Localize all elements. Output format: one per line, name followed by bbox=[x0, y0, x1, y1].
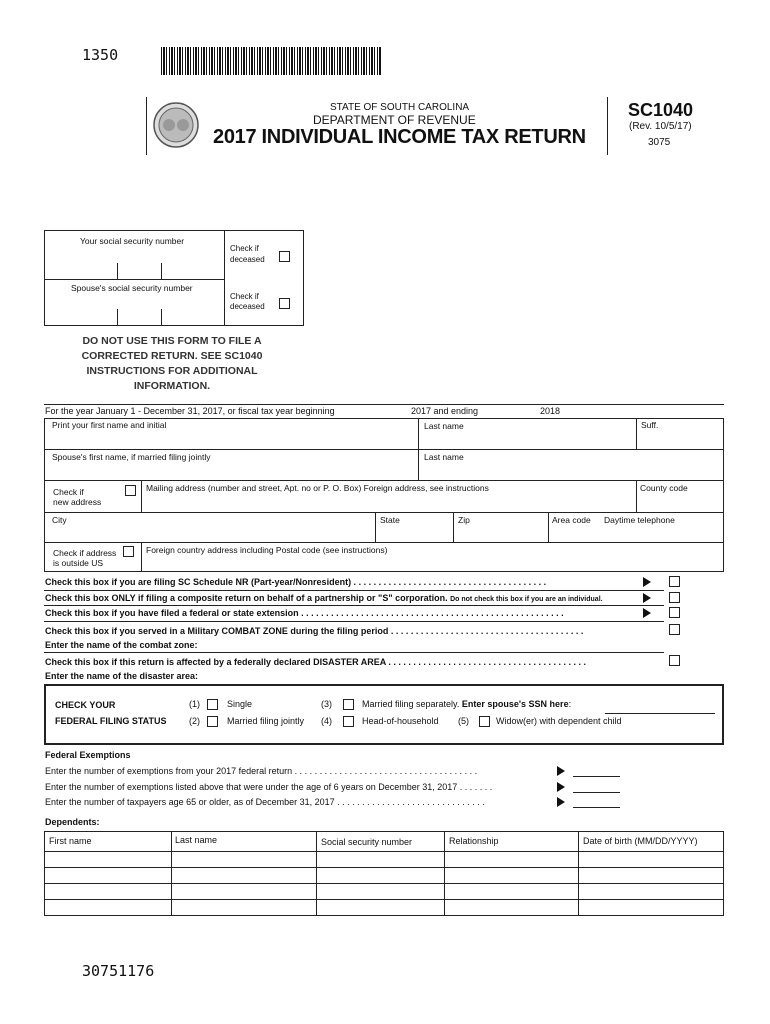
exemptions-input-2[interactable] bbox=[573, 792, 620, 793]
header-divider-left bbox=[146, 97, 147, 155]
dependents-col-last-name: Last name bbox=[175, 835, 218, 845]
city-field[interactable]: City bbox=[52, 515, 67, 525]
arrow-icon bbox=[557, 766, 565, 776]
arrow-icon bbox=[557, 782, 565, 792]
warning-notice: DO NOT USE THIS FORM TO FILE A CORRECTED RETURN. SEE SC1040 INSTRUCTIONS FOR ADDITIONAL INFORMATION. bbox=[81, 335, 263, 392]
tax-year-text: For the year January 1 - December 31, 2017, or fiscal tax year beginning bbox=[45, 406, 335, 416]
spouse-last-name-field[interactable]: Last name bbox=[424, 452, 464, 462]
form-id: SC1040 bbox=[628, 100, 694, 120]
schedule-nr-checkbox[interactable] bbox=[669, 576, 680, 587]
first-name-field[interactable]: Print your first name and initial bbox=[52, 420, 167, 430]
suffix-field[interactable]: Suff. bbox=[641, 420, 659, 430]
composite-checkbox[interactable] bbox=[669, 592, 680, 603]
exemptions-line-1: Enter the number of exemptions from your 2017 federal return . . . . . . . . . . . . . . . . . . . . . . . . . . . . . . . . . . . . . bbox=[45, 766, 478, 776]
foreign-address-field[interactable]: Foreign country address including Postal code (see instructions) bbox=[146, 545, 388, 555]
combat-zone-name-label: Enter the name of the combat zone: bbox=[45, 640, 198, 650]
combat-zone-checkbox[interactable] bbox=[669, 624, 680, 635]
dependents-col-ssn: Social security number bbox=[321, 837, 413, 847]
married-separately-label: Married filing separately. Enter spouse's SSN here: bbox=[362, 699, 572, 709]
extension-checkbox[interactable] bbox=[669, 607, 680, 618]
composite-text: Check this box ONLY if filing a composite return on behalf of a partnership or "S" corporation. Do not check this box if you are an individual. bbox=[45, 593, 603, 603]
page-title: 2017 INDIVIDUAL INCOME TAX RETURN bbox=[213, 126, 586, 148]
county-code-field[interactable]: County code bbox=[640, 483, 688, 493]
filing-status-box bbox=[44, 684, 724, 745]
last-name-field[interactable]: Last name bbox=[424, 421, 464, 431]
zip-field[interactable]: Zip bbox=[458, 515, 470, 525]
disaster-text: Check this box if this return is affected by a federally declared DISASTER AREA . . . . . . . . . . . . . . . . . . . . . . . . . . . . . . . . . . . . . . . . bbox=[45, 657, 586, 667]
exemptions-input-1[interactable] bbox=[573, 776, 620, 777]
combat-zone-text: Check this box if you served in a Military COMBAT ZONE during the filing period . . . . . . . . . . . . . . . . . . . . . . . . . . . . . . . . . . . . . . . bbox=[45, 626, 584, 636]
form-number: 3075 bbox=[648, 137, 671, 148]
schedule-nr-text: Check this box if you are filing SC Schedule NR (Part-year/Nonresident) . . . . . . . . . . . . . . . . . . . . . . . . . . . . . . . . . . . . . . . bbox=[45, 577, 547, 587]
widow-checkbox[interactable] bbox=[479, 716, 490, 727]
header-divider-right bbox=[607, 97, 608, 155]
arrow-icon bbox=[643, 577, 651, 587]
barcode bbox=[161, 47, 381, 75]
spouse-ssn-label: Spouse's social security number bbox=[71, 283, 193, 293]
dependents-col-dob: Date of birth (MM/DD/YYYY) bbox=[583, 836, 698, 846]
header-state: STATE OF SOUTH CAROLINA bbox=[330, 102, 470, 113]
dependents-col-relationship: Relationship bbox=[449, 836, 499, 846]
arrow-icon bbox=[557, 797, 565, 807]
phone-field[interactable]: Daytime telephone bbox=[604, 515, 675, 525]
new-address-checkbox[interactable] bbox=[125, 485, 136, 496]
state-seal-icon bbox=[152, 101, 200, 149]
spouse-ssn-line[interactable] bbox=[605, 713, 715, 714]
dependents-col-first-name: First name bbox=[49, 836, 92, 846]
head-of-household-checkbox[interactable] bbox=[343, 716, 354, 727]
outside-us-checkbox[interactable] bbox=[123, 546, 134, 557]
exemptions-line-2: Enter the number of exemptions listed above that were under the age of 6 years on December 31, 2017 . . . . . . . bbox=[45, 782, 493, 792]
exemptions-input-3[interactable] bbox=[573, 807, 620, 808]
area-code-field[interactable]: Area code bbox=[552, 515, 591, 525]
filing-status-label: CHECK YOUR bbox=[55, 700, 116, 710]
disaster-name-label: Enter the name of the disaster area: bbox=[45, 671, 199, 681]
mailing-address-field[interactable]: Mailing address (number and street, Apt. no or P. O. Box) Foreign address, see instructions bbox=[146, 483, 489, 493]
arrow-icon bbox=[643, 608, 651, 618]
your-ssn-label: Your social security number bbox=[80, 236, 185, 246]
form-top-code: 1350 bbox=[82, 46, 119, 64]
header-department: DEPARTMENT OF REVENUE bbox=[313, 113, 476, 127]
exemptions-heading: Federal Exemptions bbox=[45, 750, 131, 760]
deceased-checkbox[interactable] bbox=[279, 251, 290, 262]
married-jointly-checkbox[interactable] bbox=[207, 716, 218, 727]
form-bottom-code: 30751176 bbox=[82, 962, 155, 980]
spouse-deceased-checkbox[interactable] bbox=[279, 298, 290, 309]
exemptions-line-3: Enter the number of taxpayers age 65 or older, as of December 31, 2017 . . . . . . . . . . . . . . . . . . . . . . . . . . . . . . bbox=[45, 797, 485, 807]
married-separately-checkbox[interactable] bbox=[343, 699, 354, 710]
single-checkbox[interactable] bbox=[207, 699, 218, 710]
state-field[interactable]: State bbox=[380, 515, 400, 525]
dependents-heading: Dependents: bbox=[45, 817, 100, 827]
extension-text: Check this box if you have filed a federal or state extension . . . . . . . . . . . . . . . . . . . . . . . . . . . . . . . . . . . . . . . . . . . . . . . . . . . . . bbox=[45, 608, 564, 618]
disaster-checkbox[interactable] bbox=[669, 655, 680, 666]
arrow-icon bbox=[643, 593, 651, 603]
form-revision: (Rev. 10/5/17) bbox=[629, 121, 692, 132]
spouse-first-name-field[interactable]: Spouse's first name, if married filing jointly bbox=[52, 452, 211, 462]
